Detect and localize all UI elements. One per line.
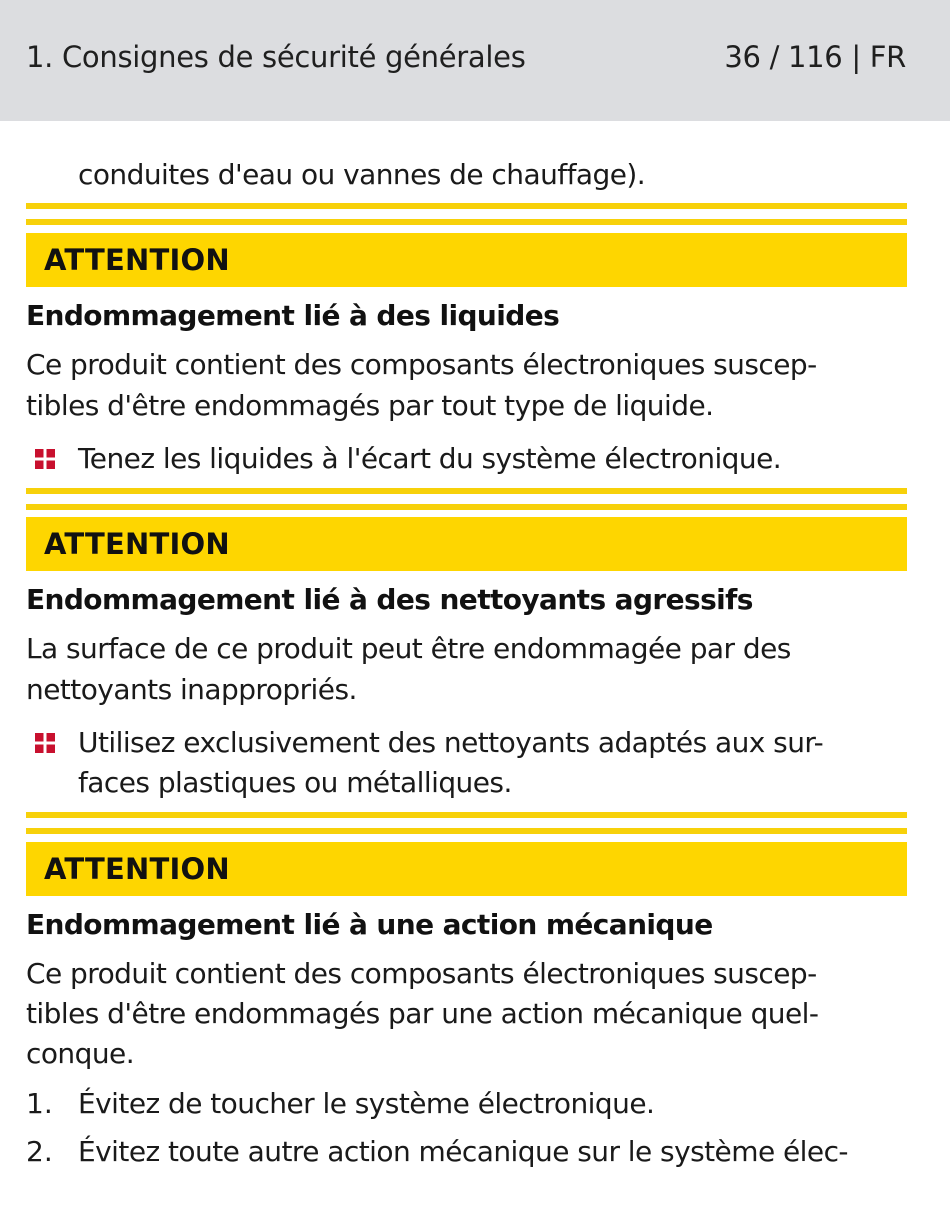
attention-label: ATTENTION bbox=[44, 852, 230, 886]
step-number: 2. bbox=[26, 1135, 53, 1168]
page-number: 36 / 116 | FR bbox=[724, 40, 906, 74]
notice-body-line: Ce produit contient des composants électroniques suscep- bbox=[26, 957, 817, 990]
attention-banner bbox=[26, 233, 907, 287]
step-text: Évitez de toucher le système électronique. bbox=[78, 1087, 655, 1120]
notice-rule bbox=[26, 203, 907, 209]
notice-body-line: tibles d'être endommagés par une action mécanique quel- bbox=[26, 997, 819, 1030]
notice-rule bbox=[26, 812, 907, 818]
section-title: 1. Consignes de sécurité générales bbox=[26, 40, 526, 74]
notice-body-line: tibles d'être endommagés par tout type de liquide. bbox=[26, 389, 714, 422]
attention-banner bbox=[26, 517, 907, 571]
bullet-text: Utilisez exclusivement des nettoyants adaptés aux sur- bbox=[78, 726, 824, 759]
attention-label: ATTENTION bbox=[44, 243, 230, 277]
notice-body-line: nettoyants inappropriés. bbox=[26, 673, 357, 706]
continued-text: conduites d'eau ou vannes de chauffage). bbox=[78, 158, 646, 191]
step-number: 1. bbox=[26, 1087, 53, 1120]
red-square-grid-icon bbox=[35, 733, 55, 753]
notice-rule bbox=[26, 219, 907, 225]
notice-heading: Endommagement lié à des liquides bbox=[26, 299, 560, 332]
notice-heading: Endommagement lié à des nettoyants agressifs bbox=[26, 583, 753, 616]
notice-rule bbox=[26, 504, 907, 510]
bullet-text: Tenez les liquides à l'écart du système électronique. bbox=[78, 442, 782, 475]
page-header bbox=[0, 0, 950, 121]
notice-body-line: Ce produit contient des composants électroniques suscep- bbox=[26, 348, 817, 381]
notice-rule bbox=[26, 488, 907, 494]
notice-body-line: La surface de ce produit peut être endommagée par des bbox=[26, 632, 791, 665]
step-text: Évitez toute autre action mécanique sur le système élec- bbox=[78, 1135, 848, 1168]
attention-label: ATTENTION bbox=[44, 527, 230, 561]
red-square-grid-icon bbox=[35, 449, 55, 469]
attention-banner bbox=[26, 842, 907, 896]
bullet-text: faces plastiques ou métalliques. bbox=[78, 766, 512, 799]
notice-heading: Endommagement lié à une action mécanique bbox=[26, 908, 713, 941]
notice-rule bbox=[26, 828, 907, 834]
notice-body-line: conque. bbox=[26, 1037, 135, 1070]
